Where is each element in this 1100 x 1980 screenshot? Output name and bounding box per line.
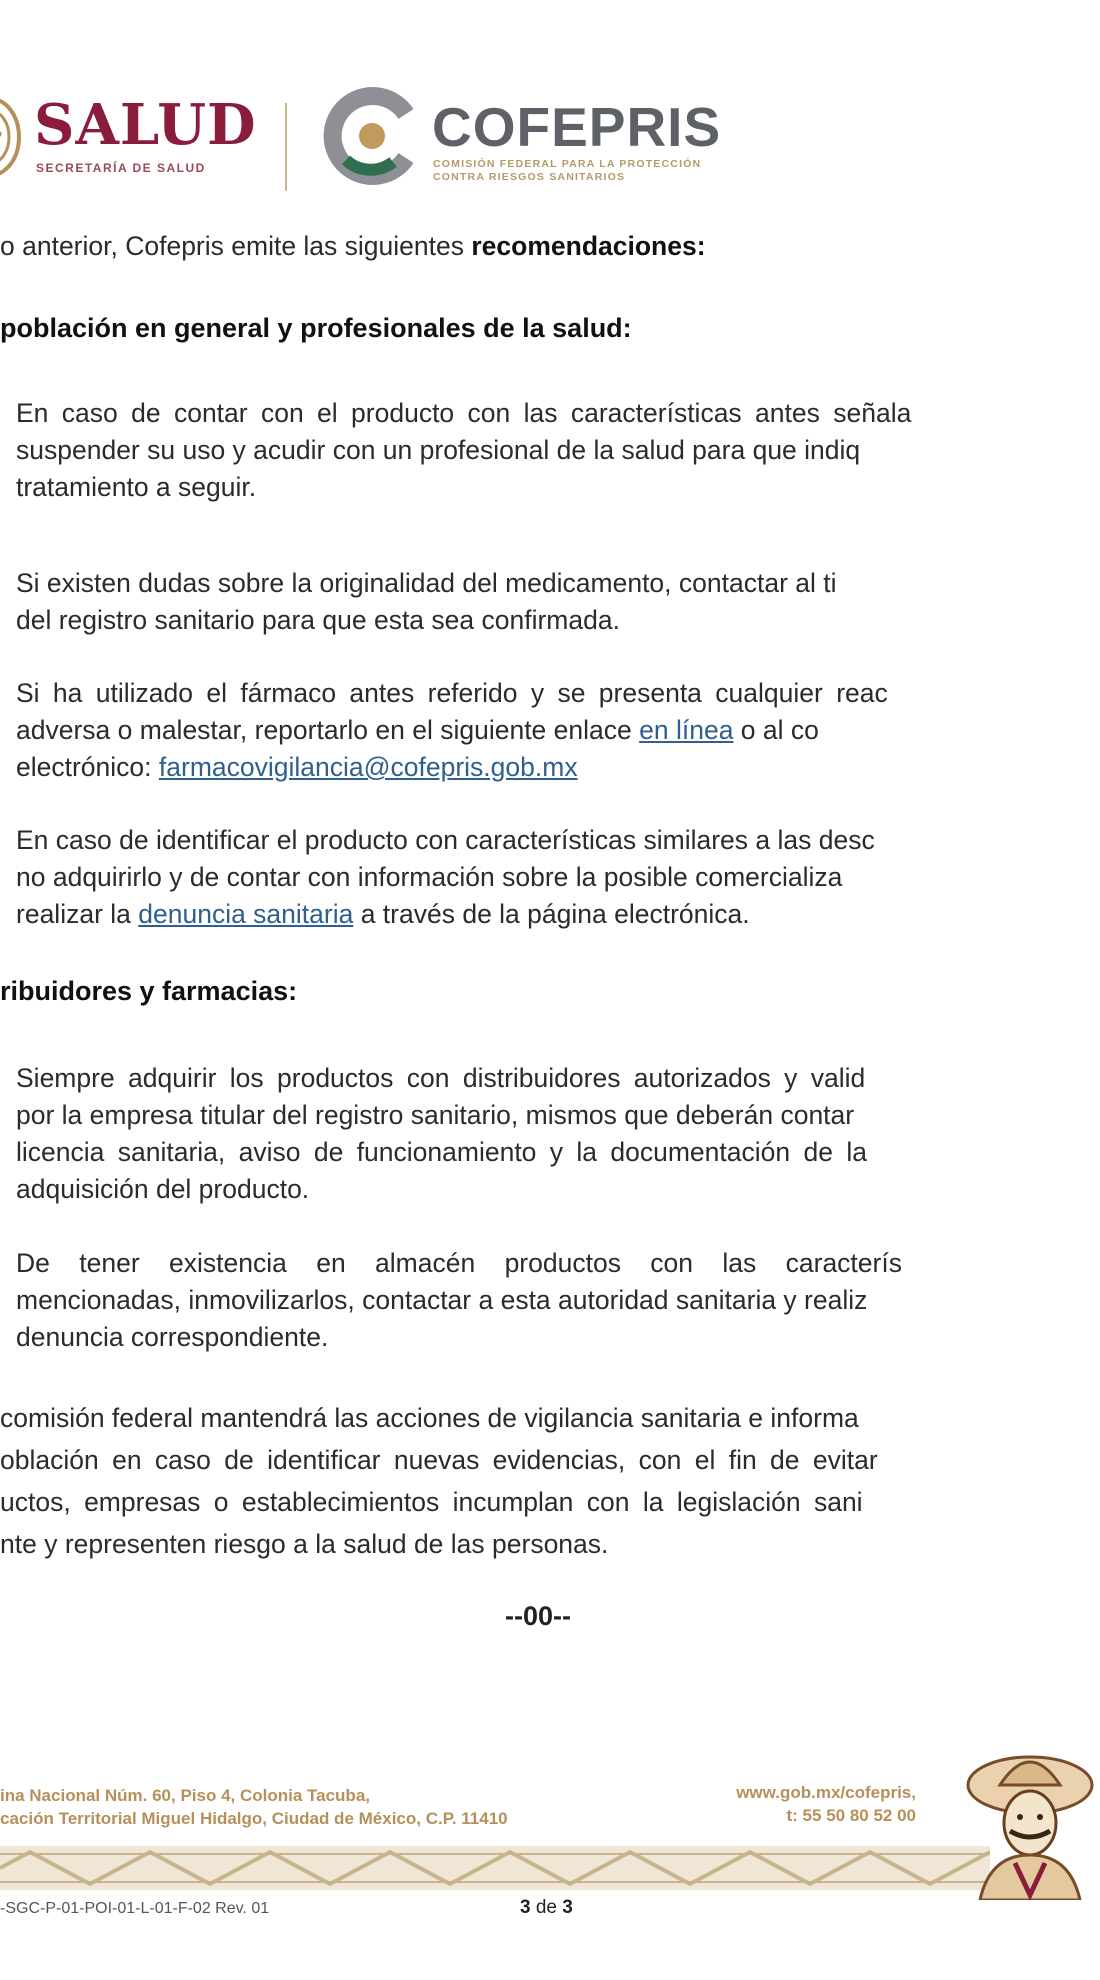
s1p4-line-3 [16,896,875,933]
closing-line-2: oblación en caso de identificar nuevas evidencias, con el fin de evitar [0,1445,878,1475]
s2p1-line-2: por la empresa titular del registro sanitario, mismos que deberán contar [16,1100,855,1130]
page-current: 3 [520,1897,531,1918]
cofepris-title: COFEPRIS [432,96,722,158]
s2p2-line-1: De tener existencia en almacén productos con las caracterís [16,1248,902,1278]
footer-website[interactable]: www.gob.mx/cofepris, [736,1783,916,1802]
s1p4-line-3-pre: realizar la [16,899,139,929]
cofepris-logo-icon [320,84,424,188]
footer-contact [712,1781,916,1827]
intro-plain: o anterior, Cofepris emite las siguientes [0,231,472,261]
intro-text [0,228,706,265]
s1p2-line-2: del registro sanitario para que esta sea confirmada. [16,605,620,635]
s1p4-line-2: no adquirirlo y de contar con información sobre la posible comercializa [16,862,843,892]
section1-paragraph-2 [16,565,837,639]
s1p3-line-2-pre: adversa o malestar, reportarlo en el siguiente enlace [16,715,640,745]
page-total: 3 [562,1897,573,1918]
s2p1-line-3: licencia sanitaria, aviso de funcionamiento y la documentación de la [16,1137,867,1167]
footer-address-line-1: ina Nacional Núm. 60, Piso 4, Colonia Tacuba, [0,1786,370,1805]
s1p3-line-2 [16,712,888,749]
section-heading-distributors: ribuidores y farmacias: [0,976,298,1006]
footer-phone: t: 55 50 80 52 00 [786,1806,916,1825]
closing-line-4: nte y representen riesgo a la salud de las personas. [0,1529,609,1559]
end-mark: --00-- [505,1601,571,1631]
s1p3-line-1: Si ha utilizado el fármaco antes referido y se presenta cualquier reac [16,678,888,708]
section1-paragraph-4 [16,822,875,933]
denuncia-sanitaria-link[interactable]: denuncia sanitaria [138,899,354,929]
en-linea-link[interactable]: en línea [639,715,734,745]
s1p4-line-1: En caso de identificar el producto con características similares a las desc [16,825,875,855]
closing-line-1: comisión federal mantendrá las acciones de vigilancia sanitaria e informa [0,1403,859,1433]
email-link[interactable]: farmacovigilancia@cofepris.gob.mx [158,752,578,782]
zapata-portrait-icon [960,1745,1100,1900]
s1p3-line-3 [16,749,888,786]
footer-address [0,1784,508,1830]
s1p2-line-1: Si existen dudas sobre la originalidad del medicamento, contactar al ti [16,568,837,598]
cofepris-subtitle-line-2: CONTRA RIESGOS SANITARIOS [433,171,626,183]
salud-subtitle: SECRETARÍA DE SALUD [36,161,206,175]
section2-paragraph-1 [16,1060,867,1208]
s1p1-line-3: tratamiento a seguir. [16,472,257,502]
section1-paragraph-1 [16,395,911,506]
cofepris-subtitle-line-1: COMISIÓN FEDERAL PARA LA PROTECCIÓN [433,158,702,170]
s1p3-line-3-pre: electrónico: [16,752,159,782]
section-heading-population: población en general y profesionales de la salud: [0,313,632,343]
greca-ornament-band [0,1846,990,1890]
s2p1-line-4: adquisición del producto. [16,1174,310,1204]
s2p1-line-1: Siempre adquirir los productos con distribuidores autorizados y valid [16,1063,866,1093]
s2p2-line-3: denuncia correspondiente. [16,1322,329,1352]
s1p4-line-3-post: a través de la página electrónica. [353,899,750,929]
s1p1-line-1: En caso de contar con el producto con las características antes señala [16,398,912,428]
s2p2-line-2: mencionadas, inmovilizarlos, contactar a esta autoridad sanitaria y realiz [16,1285,868,1315]
footer-address-line-2: cación Territorial Miguel Hidalgo, Ciudad de México, C.P. 11410 [0,1809,508,1828]
salud-title: SALUD [34,92,257,158]
s1p1-line-2: suspender su uso y acudir con un profesional de la salud para que indiq [16,435,861,465]
header-divider [285,103,287,191]
page-number [520,1897,573,1919]
closing-line-3: uctos, empresas o establecimientos incumplan con la legislación sani [0,1487,863,1517]
cofepris-subtitle [433,158,701,184]
intro-bold: recomendaciones: [471,231,706,261]
section2-paragraph-2 [16,1245,902,1356]
page-of: de [530,1897,563,1918]
document-code: -SGC-P-01-POI-01-L-01-F-02 Rev. 01 [0,1900,270,1917]
mexico-emblem-icon [0,94,22,180]
closing-paragraph [0,1397,878,1565]
s1p3-line-2-post: o al co [733,715,819,745]
section1-paragraph-3 [16,675,888,786]
